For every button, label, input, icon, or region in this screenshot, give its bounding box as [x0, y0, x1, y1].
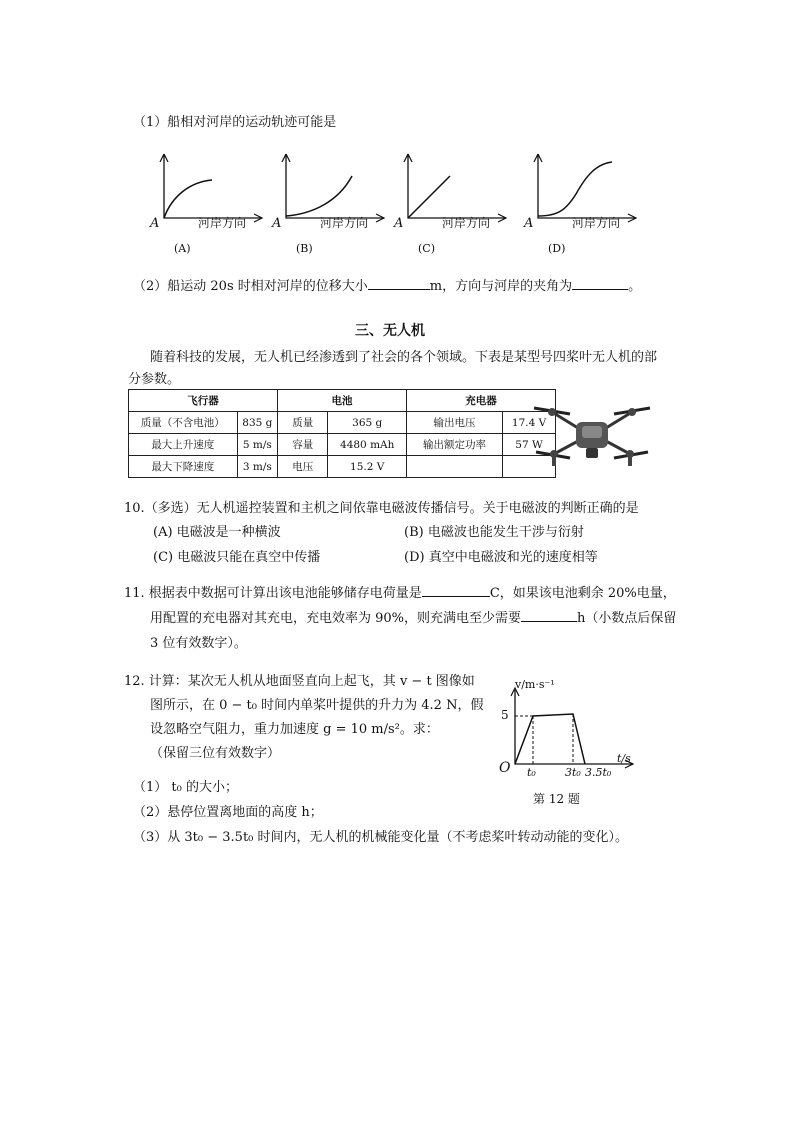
axis-label: 河岸方向 — [198, 216, 247, 230]
option-label: (C) — [418, 242, 435, 255]
table-cell: 15.2 V — [328, 456, 407, 478]
table-cell: 365 g — [328, 412, 407, 434]
table-cell: 质量（不含电池） — [129, 412, 238, 434]
question-10-option-b[interactable]: (B) 电磁波也能发生干涉与衍射 — [404, 525, 584, 540]
table-cell: 57 W — [503, 434, 556, 456]
section-title: 三、无人机 — [355, 323, 425, 339]
trajectory-curve — [286, 176, 352, 216]
trajectory-line — [408, 176, 450, 218]
table-cell: 输出电压 — [407, 412, 503, 434]
trajectory-curve — [164, 180, 212, 218]
vt-x-tick-t0: t₀ — [527, 766, 536, 779]
answer-blank-charge[interactable] — [422, 584, 490, 597]
drone-spec-table — [128, 389, 556, 478]
question-2-part3: 。 — [628, 279, 642, 294]
origin-label: A — [394, 216, 404, 231]
vt-x-tick-3-5t0: 3.5t₀ — [585, 766, 612, 779]
question-11-text-b: C，如果该电池剩余 20%电量， — [489, 586, 676, 601]
table-cell: 3 m/s — [237, 456, 277, 478]
table-cell: 质量 — [278, 412, 328, 434]
vt-origin: O — [499, 760, 511, 776]
vt-graph — [495, 676, 645, 806]
question-12-sub1: （1） t₀ 的大小； — [133, 780, 238, 795]
question-11-text-c: 用配置的充电器对其充电，充电效率为 90%，则充满电至少需要 — [150, 611, 522, 626]
table-cell: 5 m/s — [237, 434, 277, 456]
origin-label: A — [150, 216, 160, 231]
table-cell: 电压 — [278, 456, 328, 478]
vt-y-label: v/m·s⁻¹ — [515, 678, 555, 691]
table-header-charger: 充电器 — [407, 390, 556, 412]
question-11-line2 — [150, 607, 676, 626]
option-label: (D) — [548, 242, 566, 255]
question-10-option-a[interactable]: (A) 电磁波是一种横波 — [153, 525, 281, 540]
question-12-line2: 图所示，在 0 − t₀ 时间内单桨叶提供的升力为 4.2 N，假 — [150, 698, 484, 713]
option-d-graph — [524, 150, 642, 270]
table-row — [129, 412, 556, 434]
option-label: (B) — [296, 242, 313, 255]
table-header-row — [129, 390, 556, 412]
origin-label: A — [524, 216, 534, 231]
question-10-stem: 10.（多选）无人机遥控装置和主机之间依靠电磁波传播信号。关于电磁波的判断正确的是 — [124, 501, 639, 516]
question-12-line1: 12. 计算：某次无人机从地面竖直向上起飞，其 v − t 图像如 — [124, 674, 475, 689]
question-2-part1: （2）船运动 20s 时相对河岸的位移大小 — [133, 279, 368, 294]
table-cell: 835 g — [237, 412, 277, 434]
option-b-graph — [272, 150, 390, 270]
vt-y-tick: 5 — [501, 708, 509, 722]
question-12-line3: 设忽略空气阻力，重力加速度 g = 10 m/s²。求： — [150, 722, 439, 737]
question-2-part2: m，方向与河岸的夹角为 — [429, 279, 573, 294]
question-11-line3: 3 位有效数字）。 — [150, 636, 247, 651]
question-12-line4: （保留三位有效数字） — [150, 746, 281, 761]
option-a-graph — [150, 150, 268, 270]
question-12-sub2: （2）悬停位置离地面的高度 h； — [133, 805, 323, 820]
drone-image — [528, 398, 656, 470]
option-label: (A) — [174, 242, 191, 255]
question-11-text-a: 11. 根据表中数据可计算出该电池能够储存电荷量是 — [124, 586, 422, 601]
question-11-line1 — [124, 582, 676, 601]
vt-x-label: t/s — [617, 752, 631, 765]
table-header-aircraft: 飞行器 — [129, 390, 278, 412]
question-2 — [133, 275, 641, 294]
question-10-option-c[interactable]: (C) 电磁波只能在真空中传播 — [153, 550, 321, 565]
table-header-battery: 电池 — [278, 390, 407, 412]
answer-blank-displacement[interactable] — [368, 277, 430, 290]
vt-x-tick-3t0: 3t₀ — [565, 766, 581, 779]
table-cell: 最大下降速度 — [129, 456, 238, 478]
question-1-text: （1）船相对河岸的运动轨迹可能是 — [133, 115, 337, 130]
table-row — [129, 456, 556, 478]
section-intro-line2: 分参数。 — [128, 372, 181, 387]
answer-blank-time[interactable] — [521, 609, 577, 622]
table-cell: 17.4 V — [503, 412, 556, 434]
axis-label: 河岸方向 — [320, 216, 369, 230]
velocity-curve — [515, 714, 585, 764]
table-cell: 容量 — [278, 434, 328, 456]
table-cell: 最大上升速度 — [129, 434, 238, 456]
table-cell — [407, 456, 503, 478]
answer-blank-angle[interactable] — [572, 277, 628, 290]
section-intro-line1: 随着科技的发展，无人机已经渗透到了社会的各个领域。下表是某型号四桨叶无人机的部 — [150, 350, 658, 365]
axis-label: 河岸方向 — [442, 216, 491, 230]
question-11-text-d: h（小数点后保留 — [577, 611, 677, 626]
option-c-graph — [394, 150, 512, 270]
vt-caption: 第 12 题 — [533, 792, 580, 806]
question-10-option-d[interactable]: (D) 真空中电磁波和光的速度相等 — [404, 550, 598, 565]
table-row — [129, 434, 556, 456]
origin-label: A — [272, 216, 282, 231]
axis-label: 河岸方向 — [572, 216, 621, 230]
table-cell: 输出额定功率 — [407, 434, 503, 456]
table-cell: 4480 mAh — [328, 434, 407, 456]
trajectory-curve — [538, 162, 612, 216]
question-12-sub3: （3）从 3t₀ − 3.5t₀ 时间内，无人机的机械能变化量（不考虑桨叶转动动能的变化）。 — [133, 830, 629, 845]
